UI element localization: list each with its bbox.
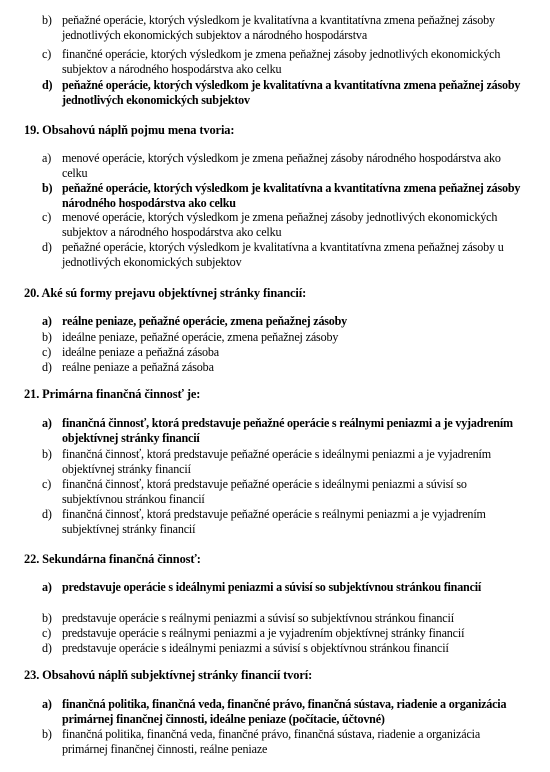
- option-text: peňažné operácie, ktorých výsledkom je kvalitatívna a kvantitatívna zmena peňažnej zásoby jednotlivých ekonomických subjektov: [62, 78, 521, 107]
- option-text: finančná činnosť, ktorá predstavuje peňažné operácie s ideálnymi peniazmi a súvisí so subjektívnou stránkou financií: [62, 477, 467, 506]
- option-text: predstavuje operácie s reálnymi peniazmi a súvisí so subjektívnou stránkou financií: [62, 611, 454, 625]
- option-label: b): [42, 181, 53, 195]
- option-label: b): [42, 330, 52, 344]
- option-text: finančná činnosť, ktorá predstavuje peňažné operácie s reálnymi peniazmi a je vyjadrením subjektívnej stránky financií: [62, 507, 486, 536]
- option-b: [42, 447, 522, 476]
- option-b: [42, 611, 522, 626]
- option-c: [42, 210, 522, 239]
- option-label: a): [42, 314, 52, 328]
- option-a-correct: [42, 416, 522, 445]
- option-label: c): [42, 47, 52, 61]
- option-d: [42, 641, 522, 656]
- option-text: finančná činnosť, ktorá predstavuje peňažné operácie s reálnymi peniazmi a je vyjadrením objektívnej stránky financií: [62, 416, 513, 445]
- option-text: finančná politika, finančná veda, finančné právo, finančná sústava, riadenie a organizácia primárnej finančnej činnosti, reálne peniaze: [62, 727, 481, 756]
- option-text: menové operácie, ktorých výsledkom je zmena peňažnej zásoby jednotlivých ekonomických subjektov a národného hospodárstva ako celku: [62, 210, 498, 239]
- option-b: [42, 727, 522, 756]
- option-d: [42, 360, 522, 375]
- option-d: [42, 507, 522, 536]
- option-label: a): [42, 416, 52, 430]
- option-text: peňažné operácie, ktorých výsledkom je kvalitatívna a kvantitatívna zmena peňažnej zásoby jednotlivých ekonomických subjektov a národného hospodárstva: [62, 13, 495, 42]
- option-text: ideálne peniaze, peňažné operácie, zmena peňažnej zásoby: [62, 330, 339, 344]
- option-c: [42, 477, 522, 506]
- option-label: a): [42, 580, 52, 594]
- option-label: a): [42, 697, 52, 711]
- option-text: menové operácie, ktorých výsledkom je zmena peňažnej zásoby národného hospodárstva ako celku: [62, 151, 501, 180]
- question-20-title: 20. Aké sú formy prejavu objektívnej stránky financií:: [24, 286, 307, 300]
- option-label: d): [42, 360, 52, 374]
- option-c: [42, 47, 522, 76]
- option-b: [42, 330, 522, 345]
- option-text: finančná činnosť, ktorá predstavuje peňažné operácie s ideálnymi peniazmi a je vyjadrením objektívnej stránky financií: [62, 447, 492, 476]
- option-text: reálne peniaze a peňažná zásoba: [62, 360, 214, 374]
- option-label: d): [42, 507, 52, 521]
- option-label: b): [42, 447, 52, 461]
- option-label: c): [42, 477, 52, 491]
- option-text: predstavuje operácie s reálnymi peniazmi a je vyjadrením objektívnej stránky financií: [62, 626, 465, 640]
- option-text: predstavuje operácie s ideálnymi peniazmi a súvisí so subjektívnou stránkou financií: [62, 580, 482, 594]
- option-a-correct: [42, 697, 522, 726]
- option-text: ideálne peniaze a peňažná zásoba: [62, 345, 220, 359]
- option-b: [42, 13, 522, 42]
- option-label: d): [42, 641, 52, 655]
- question-23-title: 23. Obsahovú náplň subjektívnej stránky financií tvorí:: [24, 668, 313, 682]
- option-label: b): [42, 13, 52, 27]
- option-label: b): [42, 611, 52, 625]
- option-text: peňažné operácie, ktorých výsledkom je kvalitatívna a kvantitatívna zmena peňažnej zásoby u jednotlivých ekonomických subjektov: [62, 240, 504, 269]
- option-a-correct: [42, 314, 522, 329]
- question-22-title: 22. Sekundárna finančná činnosť:: [24, 552, 201, 566]
- option-c: [42, 626, 522, 641]
- option-text: peňažné operácie, ktorých výsledkom je kvalitatívna a kvantitatívna zmena peňažnej zásoby národného hospodárstva ako celku: [62, 181, 521, 210]
- option-label: c): [42, 626, 52, 640]
- option-label: d): [42, 240, 52, 254]
- option-label: c): [42, 345, 52, 359]
- option-text: finančné operácie, ktorých výsledkom je zmena peňažnej zásoby jednotlivých ekonomických subjektov a národného hospodárstva ako celku: [62, 47, 501, 76]
- option-a: [42, 151, 522, 180]
- option-label: c): [42, 210, 52, 224]
- option-text: predstavuje operácie s ideálnymi peniazmi a súvisí s objektívnou stránkou financií: [62, 641, 449, 655]
- option-text: finančná politika, finančná veda, finančné právo, finančná sústava, riadenie a organizácia primárnej finančnej činnosti, ideálne peniaze (počítacie, účtovné): [62, 697, 507, 726]
- option-d: [42, 240, 522, 269]
- option-text: reálne peniaze, peňažné operácie, zmena peňažnej zásoby: [62, 314, 348, 328]
- option-c: [42, 345, 522, 360]
- option-b-correct: [42, 181, 522, 210]
- option-label: d): [42, 78, 53, 92]
- question-19-title: 19. Obsahovú náplň pojmu mena tvoria:: [24, 123, 235, 137]
- option-label: a): [42, 151, 52, 165]
- question-21-title: 21. Primárna finančná činnosť je:: [24, 387, 201, 401]
- option-a-correct: [42, 580, 522, 595]
- option-label: b): [42, 727, 52, 741]
- option-d-correct: [42, 78, 522, 107]
